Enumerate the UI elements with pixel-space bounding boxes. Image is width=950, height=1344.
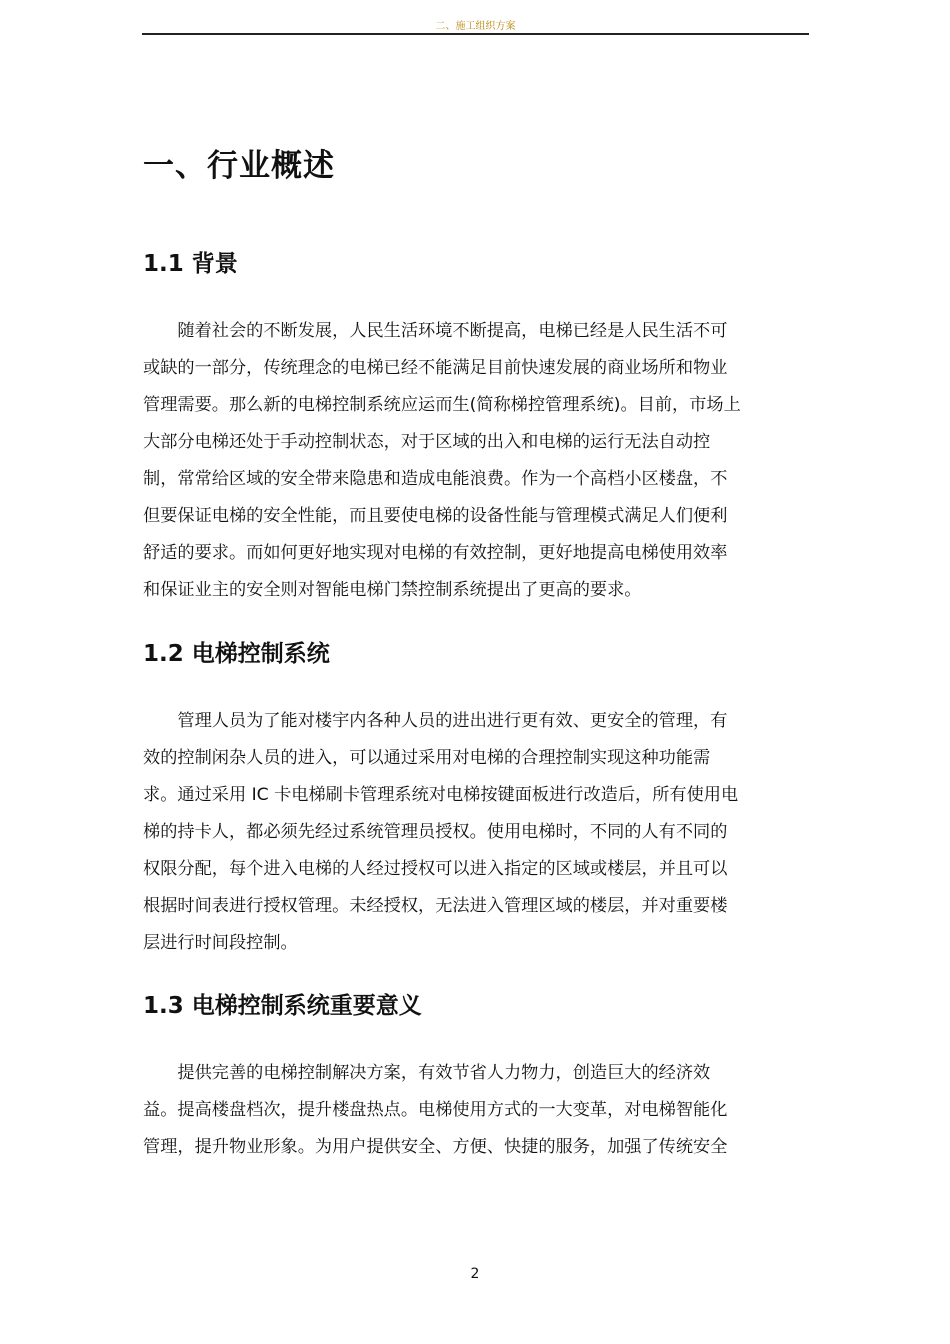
chapter-title: 一、行业概述 — [143, 148, 335, 184]
paragraph-line: 大部分电梯还处于手动控制状态，对于区域的出入和电梯的运行无法自动控 — [143, 432, 711, 452]
paragraph-line: 舒适的要求。而如何更好地实现对电梯的有效控制，更好地提高电梯使用效率 — [143, 543, 728, 563]
section-heading-1-2: 1.2 电梯控制系统 — [143, 641, 330, 667]
paragraph-line: 梯的持卡人，都必须先经过系统管理员授权。使用电梯时，不同的人有不同的 — [143, 822, 728, 842]
section-heading-1-3: 1.3 电梯控制系统重要意义 — [143, 993, 422, 1019]
paragraph-line: 管理需要。那么新的电梯控制系统应运而生(简称梯控管理系统)。目前，市场上 — [143, 395, 741, 415]
paragraph-line: 制，常常给区域的安全带来隐患和造成电能浪费。作为一个高档小区楼盘，不 — [143, 469, 728, 489]
section-1-1-paragraph — [143, 313, 809, 609]
paragraph-line: 根据时间表进行授权管理。未经授权，无法进入管理区域的楼层，并对重要楼 — [143, 896, 728, 916]
section-1-3-paragraph — [143, 1055, 809, 1166]
paragraph-line: 和保证业主的安全则对智能电梯门禁控制系统提出了更高的要求。 — [143, 580, 642, 600]
page-header — [142, 14, 809, 35]
paragraph-line: 层进行时间段控制。 — [143, 933, 298, 953]
paragraph-line: 求。通过采用 IC 卡电梯刷卡管理系统对电梯按键面板进行改造后，所有使用电 — [143, 785, 739, 805]
paragraph-line: 提供完善的电梯控制解决方案，有效节省人力物力，创造巨大的经济效 — [177, 1063, 711, 1083]
paragraph-line: 效的控制闲杂人员的进入，可以通过采用对电梯的合理控制实现这种功能需 — [143, 748, 711, 768]
section-heading-1-1: 1.1 背景 — [143, 251, 238, 277]
header-title: 二、施工组织方案 — [435, 21, 516, 32]
paragraph-line: 益。提高楼盘档次，提升楼盘热点。电梯使用方式的一大变革，对电梯智能化 — [143, 1100, 728, 1120]
paragraph-line: 管理人员为了能对楼宇内各种人员的进出进行更有效、更安全的管理，有 — [177, 711, 728, 731]
paragraph-line: 随着社会的不断发展，人民生活环境不断提高，电梯已经是人民生活不可 — [177, 321, 728, 341]
paragraph-line: 或缺的一部分，传统理念的电梯已经不能满足目前快速发展的商业场所和物业 — [143, 358, 728, 378]
section-1-2-paragraph — [143, 703, 809, 962]
page-number: 2 — [470, 1266, 480, 1282]
paragraph-line: 但要保证电梯的安全性能，而且要使电梯的设备性能与管理模式满足人们便利 — [143, 506, 728, 526]
paragraph-line: 管理，提升物业形象。为用户提供安全、方便、快捷的服务，加强了传统安全 — [143, 1137, 728, 1157]
paragraph-line: 权限分配，每个进入电梯的人经过授权可以进入指定的区域或楼层，并且可以 — [143, 859, 728, 879]
